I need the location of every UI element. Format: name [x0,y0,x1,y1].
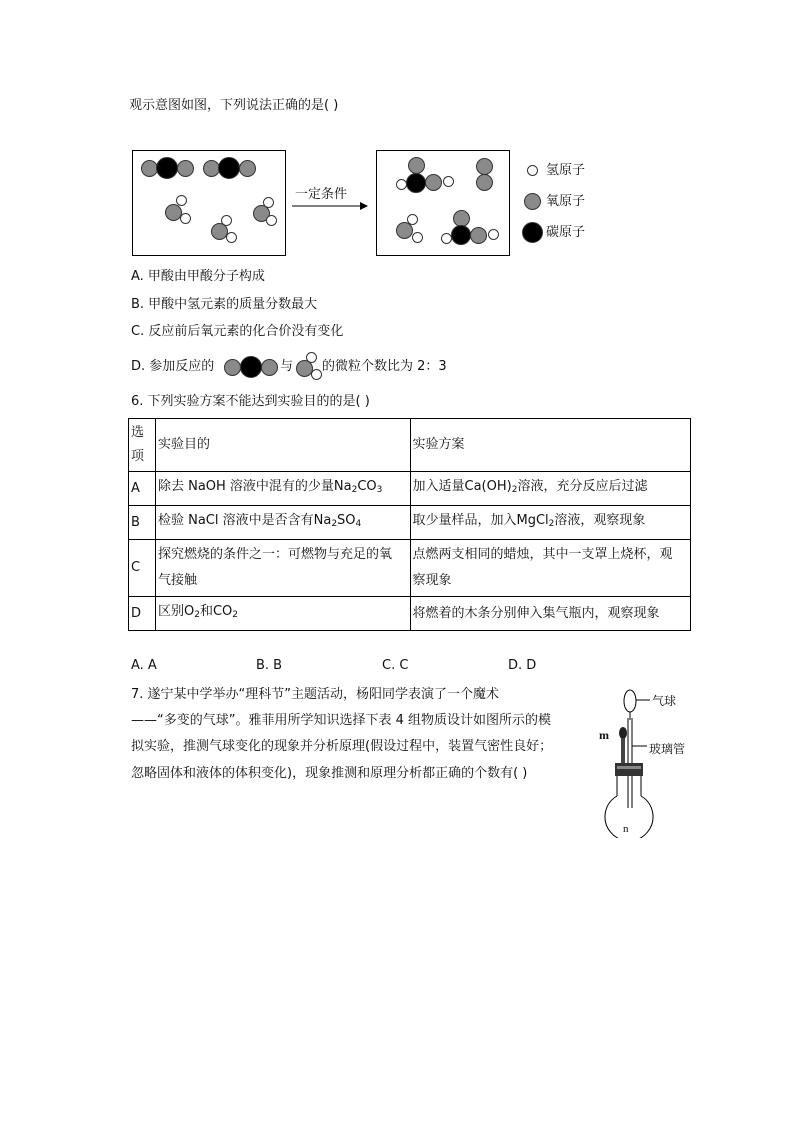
carbon-legend-icon [522,222,543,243]
hydrogen-atom [443,176,454,187]
q7-line-3: 拟实验，推测气球变化的现象并分析原理(假设过程中，装置气密性良好； [131,739,553,754]
q5-option-d-suffix: 的微粒个数比为 2：3 [322,359,447,374]
q7-line-2: ——“多变的气球”。雅菲用所学知识选择下表 4 组物质设计如图所示的模 [131,713,552,728]
row-option: D [129,597,156,631]
row-purpose: 除去 NaOH 溶液中混有的少量$Na_2CO_3$ [155,472,410,506]
reaction-condition-label: 一定条件 [295,187,348,202]
glass-tube-label: 玻璃管 [649,742,686,756]
q5-option-b: B. 甲酸中氢元素的质量分数最大 [131,297,318,312]
carbon-legend-label: 碳原子 [546,225,586,240]
carbon-atom [451,225,471,245]
q5-option-a: A. 甲酸由甲酸分子构成 [131,269,265,284]
q5-option-d-mid: 与 [280,359,294,374]
q6-option-b: B. B [256,658,283,673]
oxygen-atom [396,222,413,239]
label-n: n [623,823,629,835]
experiment-table [128,418,691,631]
hydrogen-atom [488,229,499,240]
hydrogen-legend-icon [527,165,538,176]
row-plan: 加入适量$Ca(OH)_2$溶液，充分反应后过滤 [410,472,691,506]
hydrogen-atom [266,215,277,226]
q5-option-d-prefix: D. 参加反应的 [131,359,215,374]
oxygen-atom [239,160,256,177]
oxygen-atom [470,227,487,244]
carbon-atom [218,157,240,179]
oxygen-atom [261,359,278,376]
reaction-arrow [290,199,370,213]
row-plan: 将燃着的木条分别伸入集气瓶内，观察现象 [410,597,691,631]
oxygen-atom [177,160,194,177]
flask-apparatus-figure [595,688,705,838]
q6-question: 6. 下列实验方案不能达到实验目的的是( ) [131,394,370,409]
q6-option-a: A. A [131,658,157,673]
q7-line-4: 忽略固体和液体的体积变化)，现象推测和原理分析都正确的个数有( ) [131,766,528,781]
row-option: B [129,506,156,540]
row-plan: 点燃两支相同的蜡烛，其中一支罩上烧杯，观 察现象 [410,540,691,597]
table-row [129,540,691,597]
header-purpose: 实验目的 [155,419,410,472]
row-purpose: 区别$O_2$和$CO_2$ [155,597,410,631]
header-plan: 实验方案 [410,419,691,472]
carbon-atom [240,356,262,378]
table-row [129,597,691,631]
hydrogen-atom [412,232,423,243]
header-option: 选项 [129,419,156,472]
balloon-label: 气球 [652,694,677,708]
q5-intro: 观示意图如图，下列说法正确的是( ) [129,98,339,113]
oxygen-legend-icon [524,193,541,210]
hydrogen-atom [311,369,322,380]
oxygen-atom [476,158,493,175]
oxygen-atom [224,359,241,376]
row-option: C [129,540,156,597]
row-purpose: 探究燃烧的条件之一：可燃物与充足的氧 气接触 [155,540,410,597]
oxygen-legend-label: 氧原子 [546,194,586,209]
table-header-row [129,419,691,472]
label-m: m [599,728,609,742]
row-plan: 取少量样品，加入MgCl$_2$溶液，观察现象 [410,506,691,540]
q6-option-c: C. C [382,658,409,673]
products-box [376,150,510,256]
reactants-box [132,150,286,256]
oxygen-atom [476,174,493,191]
hydrogen-atom [226,232,237,243]
oxygen-atom [425,174,442,191]
oxygen-atom [408,157,425,174]
carbon-atom [406,173,426,193]
q6-option-d: D. D [508,658,537,673]
table-row [129,472,691,506]
hydrogen-legend-label: 氢原子 [546,163,586,178]
table-row [129,506,691,540]
row-purpose: 检验 NaCl 溶液中是否含有$Na_2SO_4$ [155,506,410,540]
q7-line-1: 7. 遂宁某中学举办“理科节”主题活动，杨阳同学表演了一个魔术 [131,687,500,702]
q5-option-c: C. 反应前后氧元素的化合价没有变化 [131,324,344,339]
carbon-atom [156,157,178,179]
row-option: A [129,472,156,506]
hydrogen-atom [180,213,191,224]
